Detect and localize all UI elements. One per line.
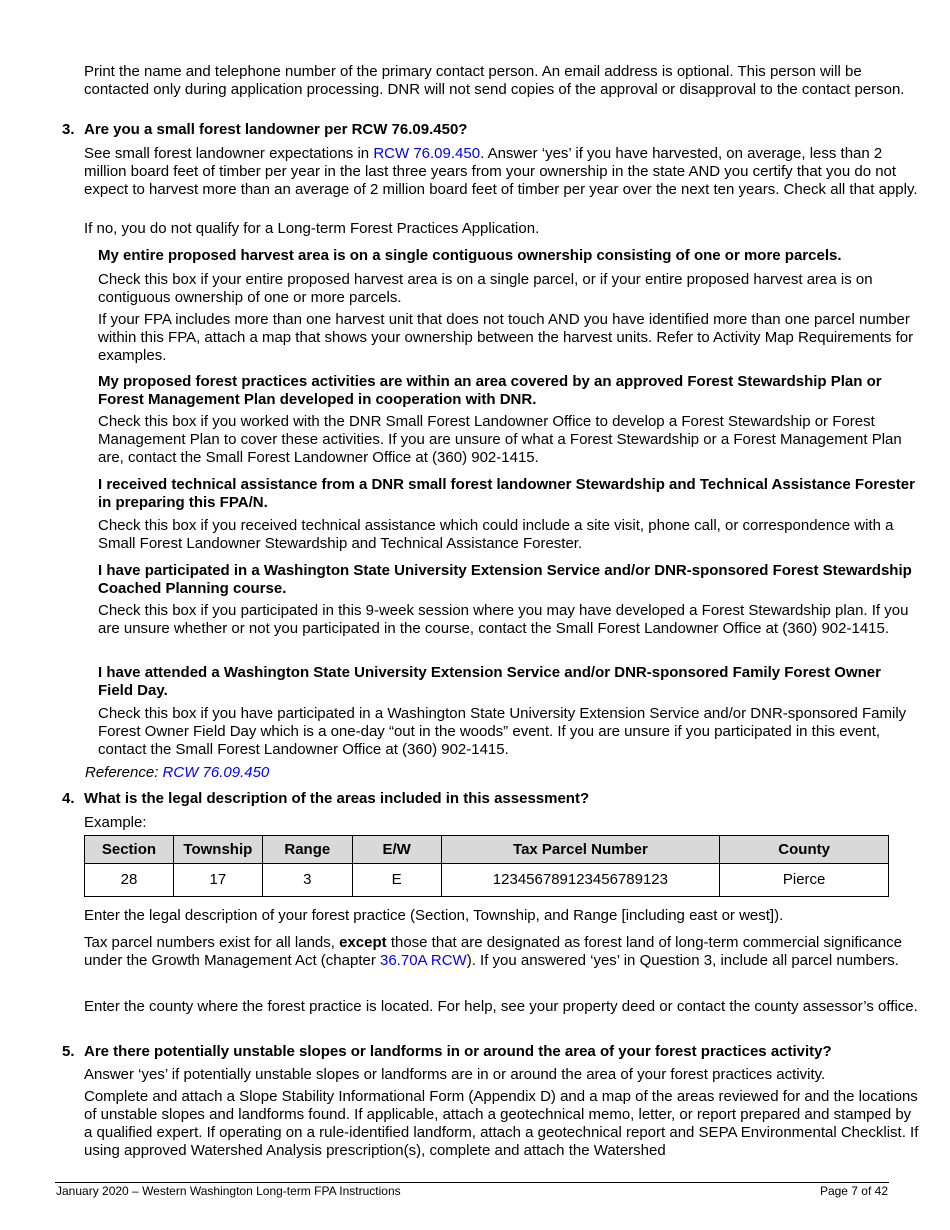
example-label: Example: (84, 814, 147, 831)
legal-description-example-table (84, 835, 889, 897)
question-4-paragraph-2-text: Tax parcel numbers exist for all lands, (84, 934, 340, 951)
field-day-paragraph: Check this box if you have participated in a Washington State University Extension Service and/or DNR-sponsored Family Forest Owner Field Day which is a one-day “out in the woods” event. If you are unsure if you participated in this event, contact the Small Forest Landowner Office at (360) 902-1415. (98, 705, 907, 758)
cell-township: 17 (173, 864, 262, 897)
except-emphasis: except (339, 934, 387, 951)
contiguous-ownership-paragraph-2: If your FPA includes more than one harvest unit that does not touch AND you have identified more than one parcel number within this FPA, attach a map that shows your ownership between the harvest units. Refer to Activity Map Requirements for examples. (98, 311, 914, 364)
contact-paragraph: Print the name and telephone number of the primary contact person. An email address is optional. This person will be contacted only during application processing. DNR will not send copies of the approval or disapproval to the contact person. (84, 63, 905, 98)
stewardship-plan-paragraph: Check this box if you worked with the DNR Small Forest Landowner Office to develop a Forest Stewardship or Forest Management Plan to cover these activities. If you are unsure of what a Forest Stewardship or a Forest Management Plan are, contact the Small Forest Landowner Office at (360) 902-1415. (98, 413, 902, 466)
question-5-paragraph-1: Answer ‘yes’ if potentially unstable slopes or landforms are in or around the area of your forest practices activity. (84, 1066, 826, 1083)
question-5-heading (62, 1043, 919, 1061)
question-4-paragraph-2 (84, 934, 919, 970)
coached-planning-heading: I have participated in a Washington State University Extension Service and/or DNR-sponsored Forest Stewardship Coached Planning course. (98, 562, 912, 597)
question-3-number: 3. (62, 121, 75, 138)
question-3-paragraph-1 (84, 145, 919, 199)
technical-assistance-paragraph: Check this box if you received technical assistance which could include a site visit, phone call, or correspondence with a Small Forest Landowner Stewardship and Technical Assistance Forester. (98, 517, 894, 552)
reference-rcw-link[interactable]: RCW 76.09.450 (162, 764, 270, 781)
cell-range: 3 (262, 864, 352, 897)
cell-county: Pierce (720, 864, 889, 897)
question-3-paragraph-1-text-cont: . Answer ‘yes’ if you have harvested, on average, less than 2 million board feet of timber per year in the last three years from your ownership in the state AND you certify that you do not expect to harvest more than an average of 2 million board feet of timber per year over the next ten years. Check all that apply. (84, 145, 918, 198)
cell-tax-parcel-number: 123456789123456789123 (441, 864, 720, 897)
table-header-row (85, 836, 889, 864)
rcw-link[interactable]: RCW 76.09.450 (373, 145, 481, 162)
column-header-section: Section (85, 836, 174, 864)
question-4-paragraph-2-text-mid: those that are designated as forest land of long-term commercial significance under the Growth Management Act (chapter (84, 934, 902, 969)
table-row (85, 864, 889, 897)
footer-document-title: January 2020 – Western Washington Long-term FPA Instructions (56, 1184, 401, 1198)
coached-planning-paragraph: Check this box if you participated in this 9-week session where you may have developed a Forest Stewardship plan. If you are unsure whether or not you participated in the course, contact the Small Forest Landowner Office at (360) 902-1415. (98, 602, 909, 637)
contiguous-ownership-paragraph-1: Check this box if your entire proposed harvest area is on a single parcel, or if your entire proposed harvest area is on contiguous ownership of one or more parcels. (98, 271, 873, 306)
footer-rule (55, 1182, 889, 1183)
question-5-number: 5. (62, 1043, 75, 1060)
question-4-paragraph-3: Enter the county where the forest practice is located. For help, see your property deed or contact the county assessor’s office. (84, 998, 918, 1015)
question-4-paragraph-1: Enter the legal description of your forest practice (Section, Township, and Range [including east or west]). (84, 907, 784, 924)
reference-line (85, 764, 269, 782)
column-header-range: Range (262, 836, 352, 864)
column-header-county: County (720, 836, 889, 864)
reference-label: Reference: (85, 764, 163, 781)
question-5-title: Are there potentially unstable slopes or landforms in or around the area of your forest practices activity? (84, 1043, 832, 1060)
cell-section: 28 (85, 864, 174, 897)
field-day-heading: I have attended a Washington State University Extension Service and/or DNR-sponsored Family Forest Owner Field Day. (98, 664, 881, 699)
question-3-paragraph-1-text: See small forest landowner expectations in (84, 145, 374, 162)
column-header-ew: E/W (352, 836, 441, 864)
chapter-36-70a-rcw-link[interactable]: 36.70A RCW (380, 952, 467, 969)
column-header-tax-parcel-number: Tax Parcel Number (441, 836, 720, 864)
question-5-paragraph-2: Complete and attach a Slope Stability Informational Form (Appendix D) and a map of the areas reviewed for and the locations of unstable slopes and landforms found. If applicable, attach a geotechnical memo, letter, or report prepared and stamped by a qualified expert. If operating on a rule-identified landform, attach a geotechnical report and SEPA Environmental Checklist. If using approved Watershed Analysis prescription(s), complete and attach the Watershed (84, 1088, 919, 1159)
column-header-township: Township (173, 836, 262, 864)
stewardship-plan-heading: My proposed forest practices activities are within an area covered by an approved Forest Stewardship Plan or Forest Management Plan developed in cooperation with DNR. (98, 373, 882, 408)
question-3-title: Are you a small forest landowner per RCW 76.09.450? (84, 121, 468, 138)
question-4-heading (62, 790, 919, 808)
question-4-title: What is the legal description of the areas included in this assessment? (84, 790, 590, 807)
cell-ew: E (352, 864, 441, 897)
question-3-heading (62, 121, 919, 139)
question-3-paragraph-2: If no, you do not qualify for a Long-term Forest Practices Application. (84, 220, 540, 237)
footer-page-number: Page 7 of 42 (819, 1184, 888, 1198)
contiguous-ownership-heading: My entire proposed harvest area is on a single contiguous ownership consisting of one or more parcels. (98, 247, 842, 264)
question-4-paragraph-2-text-end: ). If you answered ‘yes’ in Question 3, include all parcel numbers. (466, 952, 899, 969)
technical-assistance-heading: I received technical assistance from a DNR small forest landowner Stewardship and Technical Assistance Forester in preparing this FPA/N. (98, 476, 915, 511)
question-4-number: 4. (62, 790, 75, 807)
